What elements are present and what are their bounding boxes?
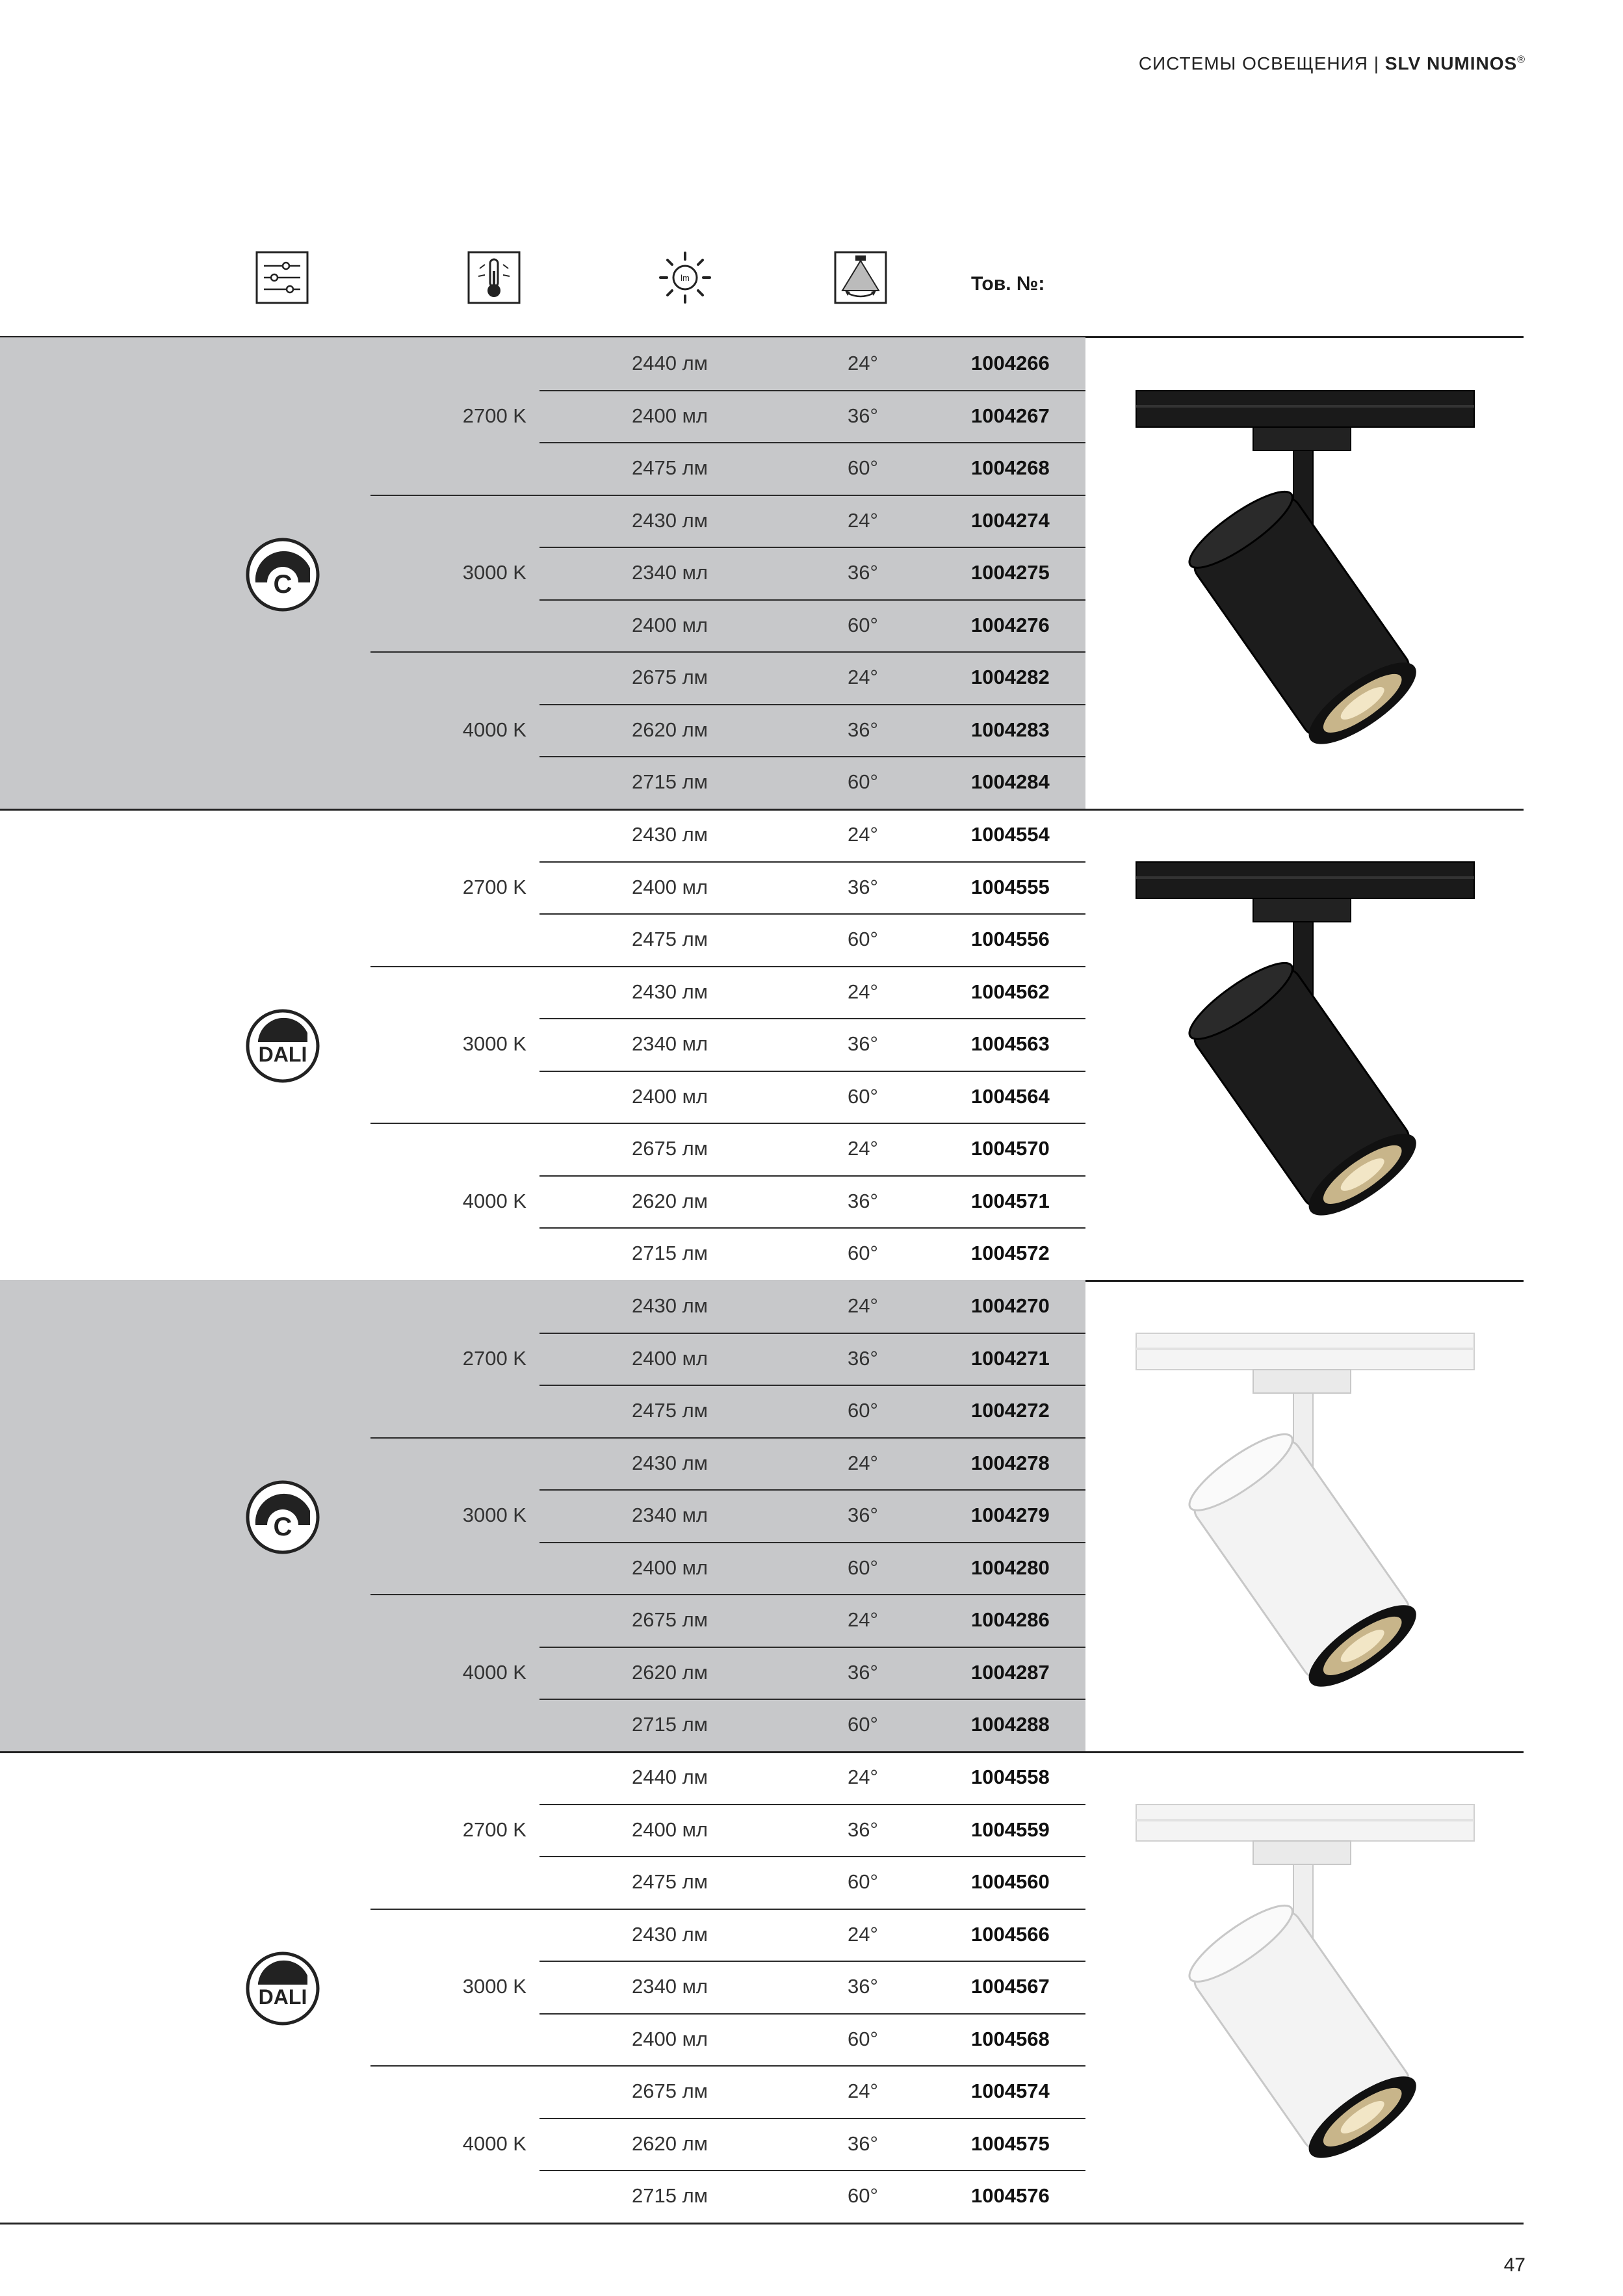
color-temperature-label: 2700 K xyxy=(462,1346,526,1370)
table-row xyxy=(539,1489,1085,1541)
beam-angle-value: 24° xyxy=(848,980,878,1003)
lumen-value: 2440 лм xyxy=(632,1766,708,1788)
row-divider xyxy=(370,2065,1085,2067)
lumen-value: 2400 мл xyxy=(632,1346,708,1370)
beam-angle-value: 60° xyxy=(848,613,878,636)
beam-angle-value: 36° xyxy=(848,404,878,427)
row-divider xyxy=(539,2170,1085,2171)
color-temperature-label: 3000 K xyxy=(462,1975,526,1998)
beam-angle-value: 24° xyxy=(848,2080,878,2102)
beam-angle-value: 36° xyxy=(848,1346,878,1370)
article-number: 1004283 xyxy=(971,718,1050,741)
table-row xyxy=(539,1437,1085,1489)
beam-angle-value: 60° xyxy=(848,1556,878,1579)
lumen-value: 2675 лм xyxy=(632,1608,708,1631)
product-group xyxy=(0,809,1524,1280)
article-number: 1004288 xyxy=(971,1713,1050,1736)
color-temperature-label: 2700 K xyxy=(462,404,526,427)
table-row xyxy=(539,1123,1085,1175)
lumen-value: 2440 лм xyxy=(632,352,708,374)
table-row xyxy=(539,1961,1085,2013)
article-number: 1004282 xyxy=(971,666,1050,688)
lumen-value: 2675 лм xyxy=(632,1137,708,1160)
row-divider xyxy=(539,1227,1085,1229)
lumen-value: 2430 лм xyxy=(632,1922,708,1946)
table-row xyxy=(539,1175,1085,1227)
table-row xyxy=(539,2118,1085,2170)
lumen-sun-icon xyxy=(658,250,712,305)
registered-mark: ® xyxy=(1517,54,1526,66)
beam-angle-value: 24° xyxy=(848,1294,878,1317)
row-divider xyxy=(370,1909,1085,1910)
row-divider xyxy=(539,704,1085,705)
row-divider xyxy=(539,1071,1085,1072)
table-row xyxy=(539,1018,1085,1070)
beam-angle-value: 60° xyxy=(848,770,878,793)
table-row xyxy=(539,1333,1085,1385)
row-divider xyxy=(370,1123,1085,1124)
table-row xyxy=(539,1647,1085,1699)
row-divider xyxy=(539,913,1085,915)
table-row xyxy=(539,966,1085,1018)
dali-icon xyxy=(244,1007,322,1085)
article-number: 1004559 xyxy=(971,1818,1050,1841)
table-row xyxy=(539,1909,1085,1961)
beam-angle-value: 36° xyxy=(848,2132,878,2155)
svg-text:C: C xyxy=(273,570,292,599)
article-number: 1004280 xyxy=(971,1556,1050,1579)
lumen-value: 2475 лм xyxy=(632,456,708,479)
row-divider xyxy=(370,966,1085,967)
article-number: 1004274 xyxy=(971,508,1050,532)
table-row xyxy=(539,809,1085,861)
beam-angle-value: 60° xyxy=(848,1084,878,1108)
article-number: 1004568 xyxy=(971,2027,1050,2050)
table-row xyxy=(539,2170,1085,2222)
table-row xyxy=(539,390,1085,442)
beam-angle-value: 36° xyxy=(848,1660,878,1684)
article-number: 1004266 xyxy=(971,352,1050,374)
article-number: 1004567 xyxy=(971,1975,1050,1998)
beam-angle-value: 36° xyxy=(848,561,878,584)
table-row xyxy=(539,2013,1085,2065)
table-row xyxy=(539,337,1085,389)
article-number: 1004563 xyxy=(971,1032,1050,1055)
table-row xyxy=(539,495,1085,547)
lumen-value: 2675 лм xyxy=(632,666,708,688)
table-row xyxy=(539,1856,1085,1908)
row-divider xyxy=(539,442,1085,443)
beam-angle-value: 36° xyxy=(848,1189,878,1212)
article-number: 1004275 xyxy=(971,561,1050,584)
row-divider xyxy=(539,547,1085,548)
color-temperature-label: 4000 K xyxy=(462,718,526,741)
article-number: 1004574 xyxy=(971,2080,1050,2102)
table-row xyxy=(539,861,1085,913)
color-temperature-label: 3000 K xyxy=(462,1032,526,1055)
row-divider xyxy=(539,756,1085,757)
track-spotlight-image xyxy=(1131,1319,1482,1709)
lumen-value: 2475 лм xyxy=(632,1870,708,1893)
row-divider xyxy=(370,1437,1085,1439)
color-temperature-label: 2700 K xyxy=(462,875,526,898)
beam-angle-value: 36° xyxy=(848,1504,878,1526)
page-header xyxy=(1139,53,1526,74)
beam-angle-value: 24° xyxy=(848,1137,878,1160)
table-row xyxy=(539,1385,1085,1437)
table-row xyxy=(539,913,1085,965)
article-number: 1004272 xyxy=(971,1399,1050,1422)
beam-angle-value: 24° xyxy=(848,1766,878,1788)
beam-angle-value: 24° xyxy=(848,823,878,846)
row-divider xyxy=(539,1018,1085,1019)
lumen-value: 2430 лм xyxy=(632,1451,708,1474)
product-group xyxy=(0,337,1524,809)
brand-name: SLV NUMINOS xyxy=(1384,53,1518,73)
lumen-value: 2400 мл xyxy=(632,1556,708,1579)
beam-angle-value: 60° xyxy=(848,2027,878,2050)
color-temperature-label: 4000 K xyxy=(462,1660,526,1684)
table-row xyxy=(539,2065,1085,2117)
lumen-value: 2715 лм xyxy=(632,770,708,793)
lumen-value: 2400 мл xyxy=(632,1818,708,1841)
lumen-value: 2715 лм xyxy=(632,2184,708,2207)
article-number: 1004575 xyxy=(971,2132,1050,2155)
color-temperature-label: 3000 K xyxy=(462,561,526,584)
lumen-value: 2715 лм xyxy=(632,1713,708,1736)
article-number: 1004558 xyxy=(971,1766,1050,1788)
table-row xyxy=(539,1280,1085,1332)
table-row xyxy=(539,704,1085,756)
table-row xyxy=(539,1699,1085,1751)
row-divider xyxy=(539,1175,1085,1177)
table-row xyxy=(539,756,1085,808)
beam-angle-value: 60° xyxy=(848,1870,878,1893)
article-number: 1004576 xyxy=(971,2184,1050,2207)
beam-angle-value: 36° xyxy=(848,1818,878,1841)
article-number: 1004278 xyxy=(971,1451,1050,1474)
article-number: 1004564 xyxy=(971,1084,1050,1108)
svg-text:DALI: DALI xyxy=(258,1985,307,2009)
product-group xyxy=(0,1751,1524,2223)
lumen-value: 2715 лм xyxy=(632,1242,708,1264)
beam-angle-value: 60° xyxy=(848,2184,878,2207)
beam-angle-value: 24° xyxy=(848,666,878,688)
table-row xyxy=(539,1071,1085,1123)
dimmable-c-icon xyxy=(244,1478,322,1556)
row-divider xyxy=(539,2013,1085,2015)
lumen-value: 2400 мл xyxy=(632,2027,708,2050)
lumen-value: 2620 лм xyxy=(632,1189,708,1212)
row-divider xyxy=(539,1542,1085,1543)
article-number: 1004287 xyxy=(971,1660,1050,1684)
row-divider xyxy=(539,1333,1085,1334)
control-settings-icon xyxy=(255,250,309,305)
lumen-value: 2400 мл xyxy=(632,613,708,636)
article-number: 1004279 xyxy=(971,1504,1050,1526)
article-number: 1004276 xyxy=(971,613,1050,636)
track-spotlight-image xyxy=(1131,376,1482,766)
lumen-value: 2620 лм xyxy=(632,1660,708,1684)
section-title: СИСТЕМЫ ОСВЕЩЕНИЯ xyxy=(1138,53,1368,73)
lumen-value: 2340 мл xyxy=(632,561,708,584)
table-row xyxy=(539,599,1085,651)
article-number: 1004560 xyxy=(971,1870,1050,1893)
lumen-value: 2620 лм xyxy=(632,718,708,741)
article-number-heading: Тов. №: xyxy=(971,273,1045,294)
beam-angle-value: 24° xyxy=(848,1608,878,1631)
table-row xyxy=(539,1542,1085,1594)
color-temperature-label: 3000 K xyxy=(462,1504,526,1526)
lumen-value: 2430 лм xyxy=(632,508,708,532)
color-temperature-label: 4000 K xyxy=(462,1189,526,1212)
lumen-value: 2620 лм xyxy=(632,2132,708,2155)
row-divider xyxy=(539,1647,1085,1648)
lumen-value: 2340 мл xyxy=(632,1975,708,1998)
color-temperature-label: 2700 K xyxy=(462,1818,526,1841)
article-number: 1004566 xyxy=(971,1922,1050,1946)
row-divider xyxy=(370,651,1085,653)
lumen-value: 2475 лм xyxy=(632,1399,708,1422)
row-divider xyxy=(539,599,1085,601)
beam-angle-value: 60° xyxy=(848,1713,878,1736)
row-divider xyxy=(539,390,1085,391)
table-row xyxy=(539,547,1085,599)
beam-angle-value: 60° xyxy=(848,1399,878,1422)
lumen-value: 2430 лм xyxy=(632,1294,708,1317)
lumen-value: 2430 лм xyxy=(632,980,708,1003)
lumen-value: 2400 мл xyxy=(632,404,708,427)
row-divider xyxy=(539,1699,1085,1700)
article-number: 1004554 xyxy=(971,823,1050,846)
lumen-value: 2675 лм xyxy=(632,2080,708,2102)
table-row xyxy=(539,1594,1085,1646)
article-number: 1004271 xyxy=(971,1346,1050,1370)
svg-text:C: C xyxy=(273,1513,292,1541)
row-divider xyxy=(539,2118,1085,2119)
thermometer-icon xyxy=(467,250,521,305)
beam-angle-value: 36° xyxy=(848,718,878,741)
table-row xyxy=(539,1227,1085,1279)
beam-angle-value: 36° xyxy=(848,1975,878,1998)
beam-angle-value: 36° xyxy=(848,1032,878,1055)
row-divider xyxy=(370,495,1085,496)
article-number: 1004570 xyxy=(971,1137,1050,1160)
lumen-value: 2475 лм xyxy=(632,928,708,950)
article-number: 1004562 xyxy=(971,980,1050,1003)
row-divider xyxy=(539,861,1085,863)
row-divider xyxy=(539,1961,1085,1962)
page-number: 47 xyxy=(1503,2254,1526,2276)
row-divider xyxy=(539,1489,1085,1491)
row-divider xyxy=(370,1594,1085,1595)
beam-angle-value: 24° xyxy=(848,352,878,374)
lumen-value: 2340 мл xyxy=(632,1032,708,1055)
track-spotlight-image xyxy=(1131,1790,1482,2180)
beam-angle-value: 60° xyxy=(848,928,878,950)
article-number: 1004267 xyxy=(971,404,1050,427)
dimmable-c-icon xyxy=(244,536,322,614)
group-bottom-rule xyxy=(0,2223,1524,2224)
article-number: 1004571 xyxy=(971,1189,1050,1212)
lumen-value: 2400 мл xyxy=(632,1084,708,1108)
beam-angle-value: 36° xyxy=(848,875,878,898)
article-number: 1004555 xyxy=(971,875,1050,898)
lumen-value: 2430 лм xyxy=(632,823,708,846)
table-row xyxy=(539,1804,1085,1856)
beam-angle-icon xyxy=(833,250,888,305)
beam-angle-value: 60° xyxy=(848,1242,878,1264)
row-divider xyxy=(539,1856,1085,1857)
table-row xyxy=(539,1751,1085,1803)
table-row xyxy=(539,442,1085,494)
lumen-value: 2340 мл xyxy=(632,1504,708,1526)
color-temperature-label: 4000 K xyxy=(462,2132,526,2155)
beam-angle-value: 24° xyxy=(848,1451,878,1474)
lumen-value: 2400 мл xyxy=(632,875,708,898)
dali-icon xyxy=(244,1950,322,2028)
article-number: 1004284 xyxy=(971,770,1050,793)
header-separator: | xyxy=(1368,53,1385,73)
table-row xyxy=(539,651,1085,703)
article-number: 1004268 xyxy=(971,456,1050,479)
track-spotlight-image xyxy=(1131,848,1482,1238)
product-group xyxy=(0,1280,1524,1751)
svg-text:lm: lm xyxy=(681,273,690,283)
article-number: 1004270 xyxy=(971,1294,1050,1317)
beam-angle-value: 24° xyxy=(848,1922,878,1946)
row-divider xyxy=(539,1385,1085,1386)
svg-text:DALI: DALI xyxy=(258,1043,307,1066)
beam-angle-value: 60° xyxy=(848,456,878,479)
article-number: 1004556 xyxy=(971,928,1050,950)
beam-angle-value: 24° xyxy=(848,508,878,532)
article-number: 1004572 xyxy=(971,1242,1050,1264)
row-divider xyxy=(539,1804,1085,1805)
article-number: 1004286 xyxy=(971,1608,1050,1631)
